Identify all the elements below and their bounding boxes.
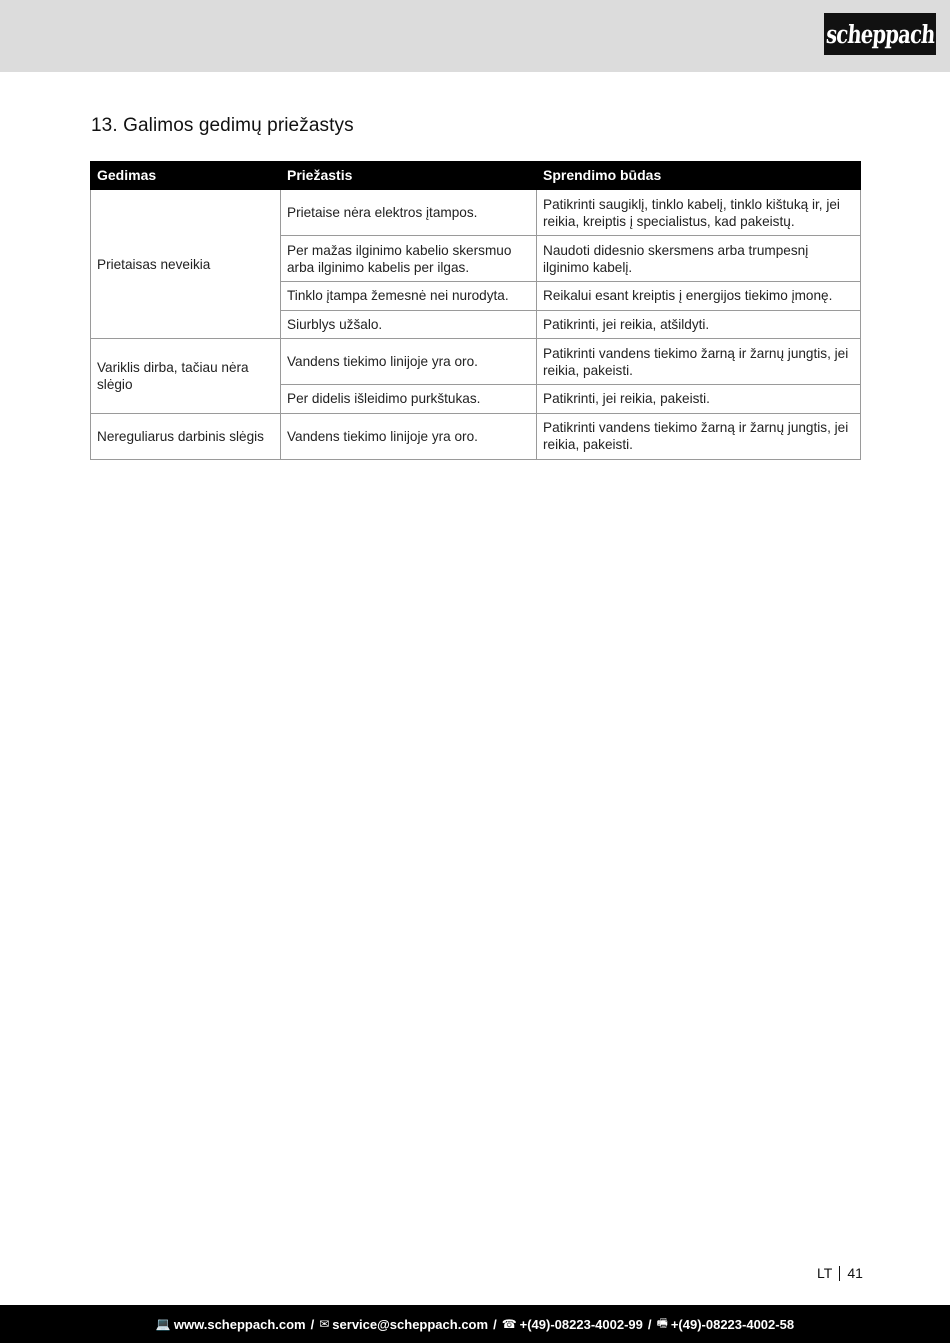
header-solution: Sprendimo būdas — [537, 162, 861, 190]
footer-email[interactable]: service@scheppach.com — [332, 1316, 489, 1332]
cause-cell: Siurblys užšalo. — [281, 310, 537, 339]
page-number — [817, 1265, 863, 1281]
cause-cell: Vandens tiekimo linijoje yra oro. — [281, 339, 537, 385]
solution-cell: Patikrinti, jei reikia, pakeisti. — [537, 385, 861, 414]
scheppach-logo — [824, 13, 936, 55]
computer-icon: 💻 — [155, 1317, 171, 1331]
cause-cell: Tinklo įtampa žemesnė nei nurodyta. — [281, 282, 537, 311]
solution-cell: Reikalui esant kreiptis į energijos tiekimo įmonę. — [537, 282, 861, 311]
solution-cell: Patikrinti vandens tiekimo žarną ir žarnų jungtis, jei reikia, pakeisti. — [537, 413, 861, 459]
footer-phone: +(49)-08223-4002-99 — [519, 1316, 643, 1332]
page-num: 41 — [847, 1265, 863, 1281]
section-title: 13. Galimos gedimų priežastys — [91, 115, 354, 136]
footer-website[interactable]: www.scheppach.com — [173, 1316, 306, 1332]
solution-cell: Patikrinti vandens tiekimo žarną ir žarnų jungtis, jei reikia, pakeisti. — [537, 339, 861, 385]
solution-cell: Naudoti didesnio skersmens arba trumpesnį ilginimo kabelį. — [537, 236, 861, 282]
footer-separator: / — [310, 1316, 315, 1332]
troubleshooting-table — [90, 161, 861, 460]
table-row — [91, 339, 861, 385]
footer-fax: +(49)-08223-4002-58 — [670, 1316, 795, 1332]
table-header-row — [91, 162, 861, 190]
contact-footer — [0, 1305, 950, 1343]
logo-text: scheppach — [824, 19, 936, 49]
fault-cell: Variklis dirba, tačiau nėra slėgio — [91, 339, 281, 414]
solution-cell: Patikrinti, jei reikia, atšildyti. — [537, 310, 861, 339]
table-row — [91, 413, 861, 459]
phone-icon: ☎ — [501, 1317, 517, 1331]
footer-separator: / — [493, 1316, 497, 1332]
header-cause: Priežastis — [281, 162, 537, 190]
cause-cell: Prietaise nėra elektros įtampos. — [281, 190, 537, 236]
header-fault: Gedimas — [91, 162, 281, 190]
solution-cell: Patikrinti saugiklį, tinklo kabelį, tinklo kištuką ir, jei reikia, kreiptis į specialistus, kad pakeistų. — [537, 190, 861, 236]
page-lang: LT — [817, 1265, 833, 1281]
mail-icon: ✉ — [319, 1317, 330, 1331]
cause-cell: Vandens tiekimo linijoje yra oro. — [281, 413, 537, 459]
fault-cell: Nereguliarus darbinis slėgis — [91, 413, 281, 459]
fault-cell: Prietaisas neveikia — [91, 190, 281, 339]
fax-icon: 🖷 — [656, 1315, 668, 1330]
footer-separator: / — [647, 1316, 652, 1332]
table-row — [91, 190, 861, 236]
header-band — [0, 0, 950, 72]
page-number-divider — [839, 1266, 840, 1281]
cause-cell: Per mažas ilginimo kabelio skersmuo arba ilginimo kabelis per ilgas. — [281, 236, 537, 282]
cause-cell: Per didelis išleidimo purkštukas. — [281, 385, 537, 414]
